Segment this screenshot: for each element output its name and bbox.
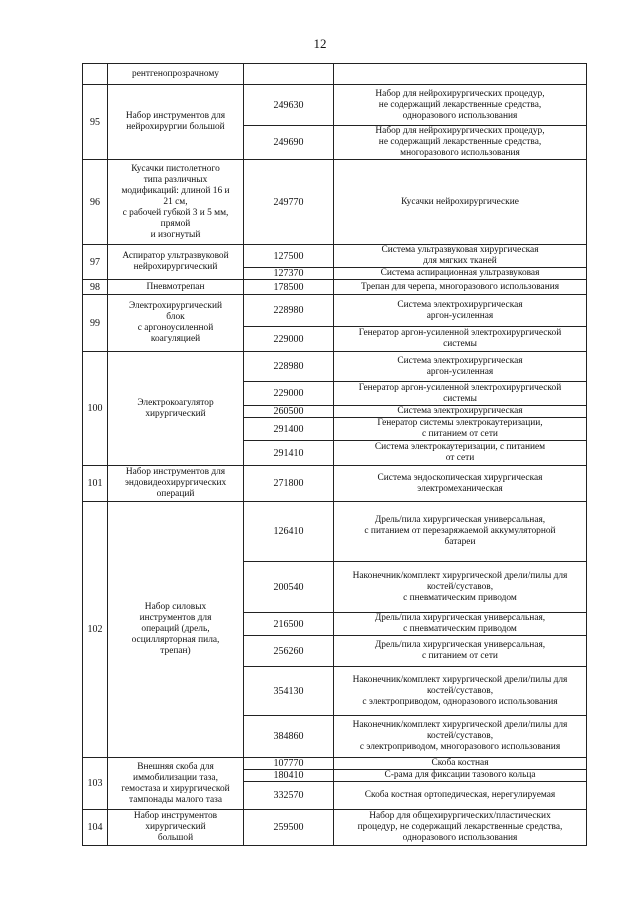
row-number: 103 [83, 758, 108, 810]
device-name: Электрохирургический блок с аргоноусиленной коагуляцией [108, 295, 244, 352]
type-description: Система электрохирургическая [334, 406, 587, 418]
row-number: 99 [83, 295, 108, 352]
device-name: Набор силовых инструментов для операций (дрель, осциллярторная пила, трепан) [108, 502, 244, 758]
table-row [83, 758, 587, 770]
row-number: 102 [83, 502, 108, 758]
type-description: Дрель/пила хирургическая универсальная, с питанием от перезаряжаемой аккумуляторной батареи [334, 502, 587, 562]
table-row [83, 64, 587, 85]
type-description: Наконечник/комплект хирургической дрели/пилы для костей/суставов, с электроприводом, одноразового использования [334, 667, 587, 716]
type-description: Генератор аргон-усиленной электрохирургической системы [334, 327, 587, 352]
row-number: 100 [83, 352, 108, 466]
type-code: 107770 [244, 758, 334, 770]
type-code: 249690 [244, 126, 334, 160]
row-number: 98 [83, 280, 108, 295]
type-code: 127500 [244, 245, 334, 268]
type-code: 291410 [244, 441, 334, 466]
device-registry-table [82, 63, 587, 846]
device-name: Набор инструментов хирургический большой [108, 810, 244, 846]
type-code: 180410 [244, 770, 334, 782]
type-code: 354130 [244, 667, 334, 716]
type-description: Система эндоскопическая хирургическая электромеханическая [334, 466, 587, 502]
table-row [83, 280, 587, 295]
type-code: 229000 [244, 327, 334, 352]
type-code: 178500 [244, 280, 334, 295]
device-name: Электрокоагулятор хирургический [108, 352, 244, 466]
type-description: Трепан для черепа, многоразового использования [334, 280, 587, 295]
table-row [83, 160, 587, 245]
type-code: 384860 [244, 716, 334, 758]
type-description: Набор для нейрохирургических процедур, не содержащий лекарственные средства, одноразового использования [334, 85, 587, 126]
type-description: Система электрокаутеризации, с питанием от сети [334, 441, 587, 466]
type-code: 127370 [244, 268, 334, 280]
device-name: Кусачки пистолетного типа различных модификаций: длиной 16 и 21 см, с рабочей губкой 3 и 5 мм, прямой и изогнутый [108, 160, 244, 245]
type-code: 229000 [244, 382, 334, 406]
page-number: 12 [313, 36, 327, 51]
device-name: рентгенопрозрачному [108, 64, 244, 85]
table-row [83, 810, 587, 846]
device-name: Внешняя скоба для иммобилизации таза, гемостаза и хирургической тампонады малого таза [108, 758, 244, 810]
table-row [83, 85, 587, 126]
type-code: 256260 [244, 636, 334, 667]
table-row [83, 466, 587, 502]
type-code: 249770 [244, 160, 334, 245]
type-description: Система аспирационная ультразвуковая [334, 268, 587, 280]
table-row [83, 502, 587, 562]
type-description: Наконечник/комплект хирургической дрели/пилы для костей/суставов, с электроприводом, многоразового использования [334, 716, 587, 758]
type-description: С-рама для фиксации тазового кольца [334, 770, 587, 782]
type-description: Набор для общехирургических/пластических процедур, не содержащий лекарственные средства, одноразового использования [334, 810, 587, 846]
type-description: Скоба костная ортопедическая, нерегулируемая [334, 782, 587, 810]
type-code: 260500 [244, 406, 334, 418]
row-number: 104 [83, 810, 108, 846]
type-description: Дрель/пила хирургическая универсальная, с питанием от сети [334, 636, 587, 667]
type-code: 259500 [244, 810, 334, 846]
type-description: Дрель/пила хирургическая универсальная, с пневматическим приводом [334, 613, 587, 636]
type-code: 228980 [244, 352, 334, 382]
device-name: Аспиратор ультразвуковой нейрохирургический [108, 245, 244, 280]
type-code [244, 64, 334, 85]
row-number: 95 [83, 85, 108, 160]
type-description [334, 64, 587, 85]
table-row [83, 352, 587, 382]
type-description: Система электрохирургическая аргон-усиленная [334, 352, 587, 382]
type-description: Генератор системы электрокаутеризации, с питанием от сети [334, 418, 587, 441]
type-description: Набор для нейрохирургических процедур, не содержащий лекарственные средства, многоразового использования [334, 126, 587, 160]
type-code: 228980 [244, 295, 334, 327]
type-code: 216500 [244, 613, 334, 636]
type-code: 200540 [244, 562, 334, 613]
table-row [83, 245, 587, 268]
type-code: 271800 [244, 466, 334, 502]
device-name: Набор инструментов для эндовидеохирургических операций [108, 466, 244, 502]
device-name: Набор инструментов для нейрохирургии большой [108, 85, 244, 160]
row-number [83, 64, 108, 85]
type-code: 249630 [244, 85, 334, 126]
table-row [83, 295, 587, 327]
type-description: Скоба костная [334, 758, 587, 770]
type-code: 332570 [244, 782, 334, 810]
type-description: Система электрохирургическая аргон-усиленная [334, 295, 587, 327]
device-name: Пневмотрепан [108, 280, 244, 295]
type-description: Система ультразвуковая хирургическая для мягких тканей [334, 245, 587, 268]
row-number: 97 [83, 245, 108, 280]
type-description: Кусачки нейрохирургические [334, 160, 587, 245]
type-description: Генератор аргон-усиленной электрохирургической системы [334, 382, 587, 406]
type-code: 291400 [244, 418, 334, 441]
row-number: 101 [83, 466, 108, 502]
row-number: 96 [83, 160, 108, 245]
type-code: 126410 [244, 502, 334, 562]
type-description: Наконечник/комплект хирургической дрели/пилы для костей/суставов, с пневматическим приводом [334, 562, 587, 613]
